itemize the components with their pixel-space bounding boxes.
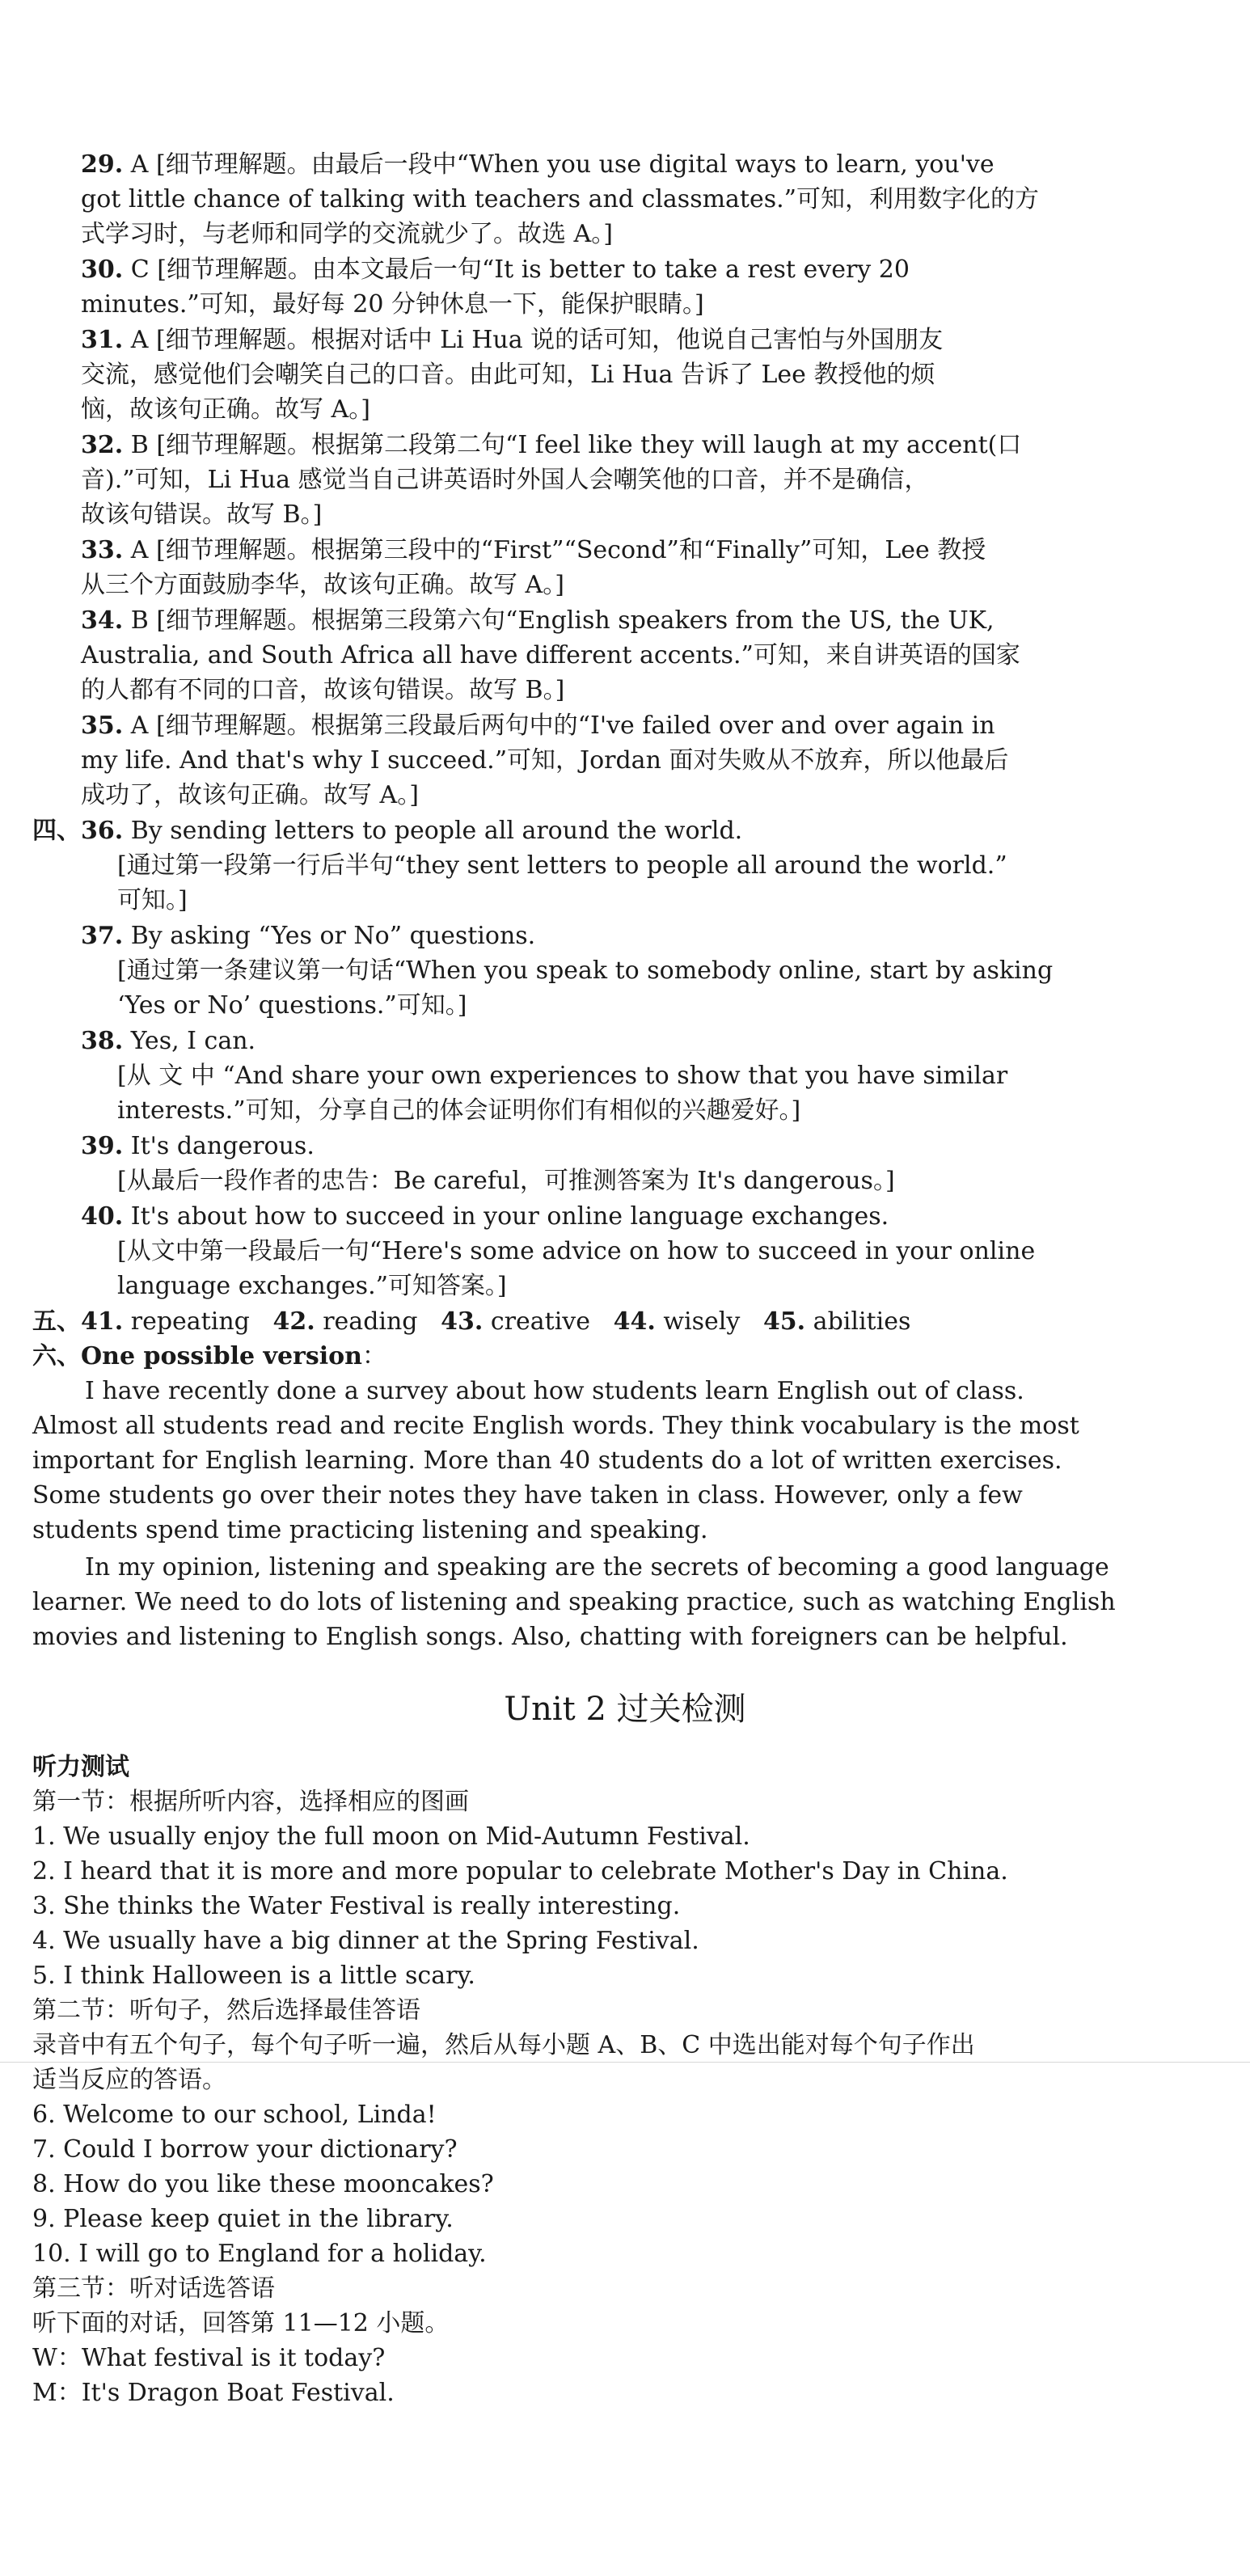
answer-38: 38. Yes, I can. — [81, 1027, 256, 1055]
answer-36-note-1: [通过第一段第一行后半句“they sent letters to people all around the world.” — [117, 851, 1007, 880]
answer-29-line-2: got little chance of talking with teachers and classmates.”可知，利用数字化的方 — [81, 185, 1039, 213]
answer-31-line-3: 恼，故该句正确。故写 A。] — [81, 395, 370, 424]
part-2-heading: 第二节：听句子，然后选择最佳答语 — [32, 1996, 420, 2025]
answer-31-line-2: 交流，感觉他们会嘲笑自己的口音。由此可知，Li Hua 告诉了 Lee 教授他的烦 — [81, 361, 935, 389]
answer-36: 四、36. By sending letters to people all around the world. — [32, 817, 743, 845]
answer-36-note-2: 可知。] — [117, 886, 188, 914]
part-1-item-2: 2. I heard that it is more and more popular to celebrate Mother's Day in China. — [32, 1857, 1008, 1886]
part-2-item-7: 7. Could I borrow your dictionary? — [32, 2135, 458, 2164]
answer-32-line-1: 32. B [细节理解题。根据第二段第二句“I feel like they will laugh at my accent(口 — [81, 431, 1022, 459]
answer-35-line-2: my life. And that's why I succeed.”可知，Jordan 面对失败从不放弃，所以他最后 — [81, 746, 1009, 775]
answer-34-line-2: Australia, and South Africa all have different accents.”可知，来自讲英语的国家 — [81, 641, 1020, 669]
answer-31-line-1: 31. A [细节理解题。根据对话中 Li Hua 说的话可知，他说自己害怕与外国朋友 — [81, 326, 944, 354]
part-2-item-9: 9. Please keep quiet in the library. — [32, 2205, 454, 2233]
part-2-instruction-1: 录音中有五个句子，每个句子听一遍，然后从每小题 A、B、C 中选出能对每个句子作出 — [32, 2031, 975, 2059]
answer-38-note-2: interests.”可知，分享自己的体会证明你们有相似的兴趣爱好。] — [117, 1096, 801, 1125]
dialogue-line-man: M：It's Dragon Boat Festival. — [32, 2379, 395, 2407]
part-1-heading: 第一节：根据所听内容，选择相应的图画 — [32, 1788, 469, 1816]
part-1-item-4: 4. We usually have a big dinner at the Spring Festival. — [32, 1927, 699, 1955]
answer-40-note-1: [从文中第一段最后一句“Here's some advice on how to succeed in your online — [117, 1237, 1036, 1265]
answer-39: 39. It's dangerous. — [81, 1132, 315, 1160]
answer-40-note-2: language exchanges.”可知答案。] — [117, 1272, 507, 1300]
part-1-item-5: 5. I think Halloween is a little scary. — [32, 1962, 475, 1990]
answer-38-note-1: [从 文 中 “And share your own experiences to show that you have similar — [117, 1062, 1008, 1090]
scan-crease-line — [0, 2062, 1250, 2063]
answer-35-line-1: 35. A [细节理解题。根据第三段最后两句中的“I've failed over and over again in — [81, 712, 995, 740]
answer-37-note-2: ‘Yes or No’ questions.”可知。] — [117, 991, 467, 1020]
dialogue-line-woman: W：What festival is it today? — [32, 2344, 386, 2372]
answer-32-line-2: 音).”可知，Li Hua 感觉当自己讲英语时外国人会嘲笑他的口音，并不是确信， — [81, 466, 929, 494]
answer-35-line-3: 成功了，故该句正确。故写 A。] — [81, 781, 419, 809]
essay-p1-line-1: I have recently done a survey about how students learn English out of class. — [85, 1377, 1024, 1405]
part-3-heading: 第三节：听对话选答语 — [32, 2274, 275, 2303]
part-1-item-3: 3. She thinks the Water Festival is really interesting. — [32, 1892, 681, 1920]
essay-p2-line-3: movies and listening to English songs. Also, chatting with foreigners can be helpful. — [32, 1623, 1068, 1651]
part-2-instruction-2: 适当反应的答语。 — [32, 2066, 226, 2094]
section-5-answers: 五、41. repeating 42. reading 43. creative 44. wisely 45. abilities — [32, 1307, 911, 1336]
essay-p1-line-3: important for English learning. More than 40 students do a lot of written exercises. — [32, 1446, 1062, 1475]
answer-40: 40. It's about how to succeed in your online language exchanges. — [81, 1202, 889, 1231]
answer-33-line-2: 从三个方面鼓励李华，故该句正确。故写 A。] — [81, 571, 564, 599]
part-1-item-1: 1. We usually enjoy the full moon on Mid-Autumn Festival. — [32, 1822, 750, 1851]
answer-37-note-1: [通过第一条建议第一句话“When you speak to somebody online, start by asking — [117, 956, 1054, 985]
answer-39-note-1: [从最后一段作者的忠告：Be careful，可推测答案为 It's dangerous。] — [117, 1167, 895, 1195]
answer-29-line-1: 29. A [细节理解题。由最后一段中“When you use digital ways to learn, you've — [81, 150, 995, 179]
essay-p1-line-4: Some students go over their notes they have taken in class. However, only a few — [32, 1481, 1023, 1510]
essay-p1-line-5: students spend time practicing listening and speaking. — [32, 1516, 708, 1544]
answer-29-line-3: 式学习时，与老师和同学的交流就少了。故选 A。] — [81, 220, 613, 248]
part-2-item-8: 8. How do you like these mooncakes? — [32, 2170, 494, 2198]
section-6-heading: 六、One possible version： — [32, 1342, 386, 1370]
listening-heading: 听力测试 — [32, 1753, 129, 1781]
answer-32-line-3: 故该句错误。故写 B。] — [81, 500, 323, 529]
answer-34-line-3: 的人都有不同的口音，故该句错误。故写 B。] — [81, 676, 565, 704]
part-3-instruction: 听下面的对话，回答第 11—12 小题。 — [32, 2309, 450, 2337]
part-2-item-10: 10. I will go to England for a holiday. — [32, 2240, 487, 2268]
essay-p1-line-2: Almost all students read and recite English words. They think vocabulary is the most — [32, 1412, 1079, 1440]
answer-37: 37. By asking “Yes or No” questions. — [81, 922, 536, 950]
essay-p2-line-2: learner. We need to do lots of listening and speaking practice, such as watching English — [32, 1588, 1116, 1616]
part-2-item-6: 6. Welcome to our school, Linda! — [32, 2101, 437, 2129]
essay-p2-line-1: In my opinion, listening and speaking are the secrets of becoming a good language — [85, 1553, 1109, 1581]
answer-33-line-1: 33. A [细节理解题。根据第三段中的“First”“Second”和“Finally”可知，Lee 教授 — [81, 536, 986, 564]
answer-30-line-1: 30. C [细节理解题。由本文最后一句“It is better to take a rest every 20 — [81, 255, 910, 284]
unit-2-title: Unit 2 过关检测 — [504, 1691, 746, 1728]
answer-30-line-2: minutes.”可知，最好每 20 分钟休息一下，能保护眼睛。] — [81, 290, 704, 319]
answer-34-line-1: 34. B [细节理解题。根据第三段第六句“English speakers from the US, the UK, — [81, 606, 995, 635]
